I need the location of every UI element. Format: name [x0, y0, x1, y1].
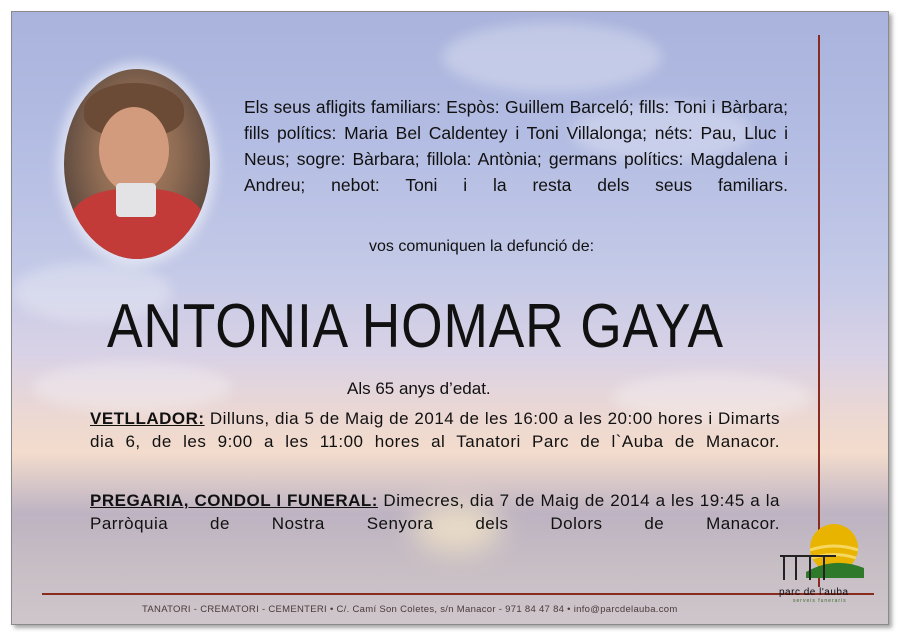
- announcement-intro: vos comuniquen la defunció de:: [369, 238, 595, 255]
- obituary-card: [11, 11, 889, 625]
- footer-contact: TANATORI - CREMATORI - CEMENTERI • C/. Camí Son Coletes, s/n Manacor - 971 84 47 84 • info@parcdelauba.com: [142, 604, 678, 615]
- deceased-name: ANTONIA HOMAR GAYA: [107, 292, 724, 361]
- funeral-details: Dimecres, dia 7 de Maig de 2014 a les 19:45 a la Parròquia de Nostra Senyora dels Dolors de Manacor.: [90, 491, 780, 533]
- wake-label: VETLLADOR:: [90, 409, 205, 428]
- sky-cloud: [32, 362, 232, 412]
- wake-details: Dilluns, dia 5 de Maig de 2014 de les 16:00 a les 20:00 hores i Dimarts dia 6, de les 9:00 a les 11:00 hores al Tanatori Parc de l`Auba de Manacor.: [90, 409, 780, 451]
- deceased-age: Als 65 anys d’edat.: [347, 379, 491, 398]
- wake-paragraph: [90, 408, 780, 453]
- portrait-collar: [116, 183, 156, 217]
- portrait-photo: [64, 69, 210, 259]
- logo-name: parc de l'auba: [779, 587, 849, 598]
- horizontal-divider: [42, 593, 874, 595]
- funeral-paragraph: [90, 490, 780, 535]
- logo-tagline: serveis funeraris: [793, 598, 847, 604]
- vertical-divider: [818, 35, 820, 587]
- portrait-face: [99, 107, 169, 193]
- sky-cloud: [442, 22, 662, 92]
- funeral-label: PREGARIA, CONDOL I FUNERAL:: [90, 491, 378, 510]
- family-list: Els seus afligits familiars: Espòs: Guillem Barceló; fills: Toni i Bàrbara; fills polítics: Maria Bel Caldentey i Toni Villalonga; néts: Pau, Lluc i Neus; sogre: Bàrbara; fillola: Antònia; germans polítics: Magdalena i Andreu; nebot: Toni i la resta dels seus familiars.: [244, 97, 788, 195]
